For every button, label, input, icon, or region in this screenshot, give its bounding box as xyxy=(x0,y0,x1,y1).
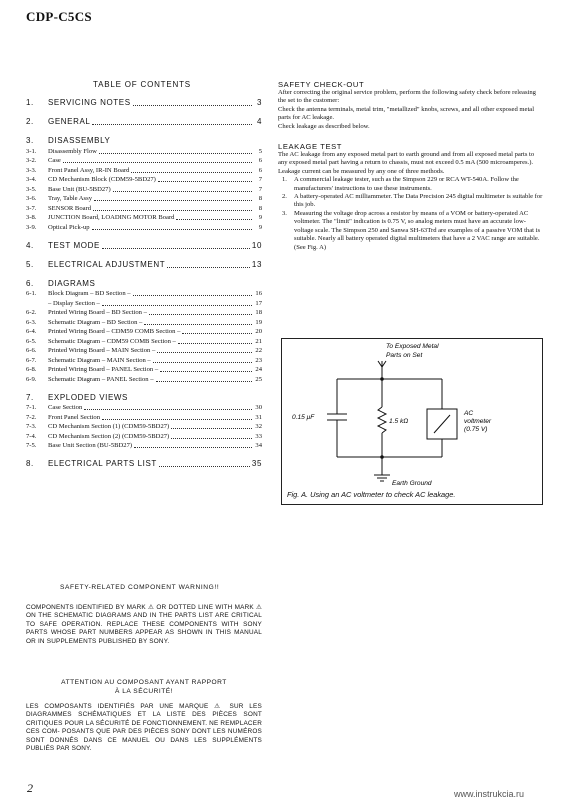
warning-text: COMPONENTS IDENTIFIED BY MARK ⚠ OR DOTTED LINE WITH MARK ⚠ ON THE SCHEMATIC DIAGRAMS AND IN THE PARTS LIST ARE CRITICAL TO SAFE OPERATION. REPLACE THESE COMPONENTS WITH SONY PARTS WHOSE PART NUMBERS APPEAR AS SHOWN IN THIS MANUAL OR IN SUPPLEMENTS PUBLISHED BY SONY. xyxy=(26,604,262,645)
warning-title: SAFETY-RELATED COMPONENT WARNING!! xyxy=(60,584,220,591)
watermark: www.instrukcia.ru xyxy=(454,789,525,799)
toc-item: 3-8. JUNCTION Board, LOADING MOTOR Board 9 xyxy=(26,214,262,221)
toc-item: 7-1. Case Section 30 xyxy=(26,404,262,411)
toc-section: 7. EXPLODED VIEWS xyxy=(26,392,128,402)
ground-label: Earth Ground xyxy=(392,480,432,487)
leakage-circuit-diagram xyxy=(282,339,542,504)
toc-item: 6-4. Printed Wiring Board – CDM59 COMB Section – 20 xyxy=(26,328,262,335)
toc-section: 5. ELECTRICAL ADJUSTMENT 13 xyxy=(26,259,262,269)
toc-item: 3-7. SENSOR Board 8 xyxy=(26,204,262,212)
toc-item: 3-3. Front Panel Assy, IR-IN Board 6 xyxy=(26,166,262,174)
toc-item: 6-3. Schematic Diagram – BD Section – 19 xyxy=(26,318,262,326)
toc-section: 2. GENERAL 4 xyxy=(26,117,262,126)
page-number: 2 xyxy=(27,781,33,795)
meter-label-3: (0.75 V) xyxy=(464,426,488,433)
toc-item: – Display Section – 17 xyxy=(48,299,262,307)
label-parts-on-set: Parts on Set xyxy=(386,352,423,359)
safety-text: After correcting the original service problem, perform the following safety check before releasing the set to the customer: xyxy=(278,89,536,105)
toc-item: 7-5. Base Unit Section (BU-5BD27) 34 xyxy=(26,442,262,449)
capacitor-label: 0.15 μF xyxy=(292,414,315,421)
toc-item: 7-4. CD Mechanism Section (2) (CDM59-5BD27) 33 xyxy=(26,432,262,440)
list-item: 1. A commercial leakage tester, such as the Simpson 229 or RCA WT-540A. Follow the manufacturers' instructions to use these instruments. xyxy=(282,176,519,192)
toc-item: 3-4. CD Mechanism Block (CDM59-5BD27) 7 xyxy=(26,176,262,183)
safety-text-3: Check leakage as described below. xyxy=(278,122,370,130)
attention-text: LES COMPOSANTS IDENTIFIÉS PAR UNE MARQUE ⚠ SUR LES DIAGRAMMES SCHÉMATIQUES ET LA LISTE DES PIÈCES SONT CRITIQUES POUR LA SÉCURITÉ DE FONCTIONNEMENT. NE REMPLACER CES COM- POSANTS QUE PAR DES PIÈCES SONY DONT LES NUMÉROS SONT DONNÉS DANS CE MANUEL OU DANS LES SUPPLÉMENTS PUBLIÉS PAR SONY. xyxy=(26,703,263,753)
toc-section: 8. ELECTRICAL PARTS LIST 35 xyxy=(26,459,262,468)
figure-caption: Fig. A. Using an AC voltmeter to check AC leakage. xyxy=(287,490,456,499)
meter-label-1: AC xyxy=(464,410,474,417)
toc-item: 3-6. Tray, Table Assy 8 xyxy=(26,195,262,202)
toc-item: 6-2. Printed Wiring Board – BD Section – 18 xyxy=(26,309,262,316)
toc-item: 6-9. Schematic Diagram – PANEL Section – 25 xyxy=(26,375,262,383)
toc-item: 6-8. Printed Wiring Board – PANEL Section – 24 xyxy=(26,366,262,373)
list-item: 2. A battery-operated AC milliammeter. The Data Precision 245 digital multimeter is suitable for this job. xyxy=(282,193,543,209)
toc-section: 1. SERVICING NOTES 3 xyxy=(26,98,262,107)
toc-item: 7-2. Front Panel Section 31 xyxy=(26,413,262,421)
toc-item: 6-5. Schematic Diagram – CDM59 COMB Section – 21 xyxy=(26,337,262,345)
attention-title-line-2: À LA SÉCURITÉ! xyxy=(115,688,173,695)
safety-heading: SAFETY CHECK-OUT xyxy=(278,80,365,89)
resistor-label: 1.5 kΩ xyxy=(389,418,409,425)
toc-item: 3-9. Optical Pick-up 9 xyxy=(26,223,262,231)
toc-item: 3-5. Base Unit (BU-5BD27) 7 xyxy=(26,185,262,193)
toc-item: 3-2. Case 6 xyxy=(26,157,262,164)
leakage-heading: LEAKAGE TEST xyxy=(278,142,343,152)
leakage-text: The AC leakage from any exposed metal part to earth ground and from all exposed metal parts to any exposed metal part having a return to chassis, must not exceed 0.5 mA (500 microamperes.). Leakage current can be measured by any one of three methods. xyxy=(278,151,535,175)
attention-title-line-1: ATTENTION AU COMPOSANT AYANT RAPPORT xyxy=(61,679,227,686)
toc-section: 6. DIAGRAMS xyxy=(26,278,96,288)
figure-a xyxy=(281,338,543,505)
meter-label-2: voltmeter xyxy=(464,418,492,425)
toc-item: 3-1. Disassembly Flow 5 xyxy=(26,147,262,155)
toc-item: 6-1. Block Diagram – BD Section – 16 xyxy=(26,290,262,297)
toc-item: 7-3. CD Mechanism Section (1) (CDM59-5BD27) 32 xyxy=(26,423,262,430)
list-item: 3. Measuring the voltage drop across a resistor by means of a VOM or battery-operated AC voltmeter. The "limit" indication is 0.75 V, so analog meters must have an accurate low-voltage scale. The Simpson 250 and Sanwa SH-63Trd are examples of a passive VOM that is suitable. Nearly all battery operated digital multimeters that have a 2 VAC range are suitable. (See Fig. A) xyxy=(282,209,541,251)
toc-item: 6-6. Printed Wiring Board – MAIN Section – 22 xyxy=(26,347,262,354)
safety-column xyxy=(278,80,543,252)
toc-title: TABLE OF CONTENTS xyxy=(93,80,191,89)
label-exposed-metal: To Exposed Metal xyxy=(386,343,439,350)
safety-text-2: Check the antenna terminals, metal trim, "metallized" knobs, screws, and all other exposed metal parts for AC leakage. xyxy=(278,105,535,122)
attention-title xyxy=(26,678,262,696)
toc-section: 4. TEST MODE 10 xyxy=(26,240,262,250)
toc-item: 6-7. Schematic Diagram – MAIN Section – 23 xyxy=(26,356,262,364)
table-of-contents xyxy=(26,97,262,469)
toc-section: 3. DISASSEMBLY xyxy=(26,136,111,145)
model-header: CDP-C5CS xyxy=(26,9,92,24)
